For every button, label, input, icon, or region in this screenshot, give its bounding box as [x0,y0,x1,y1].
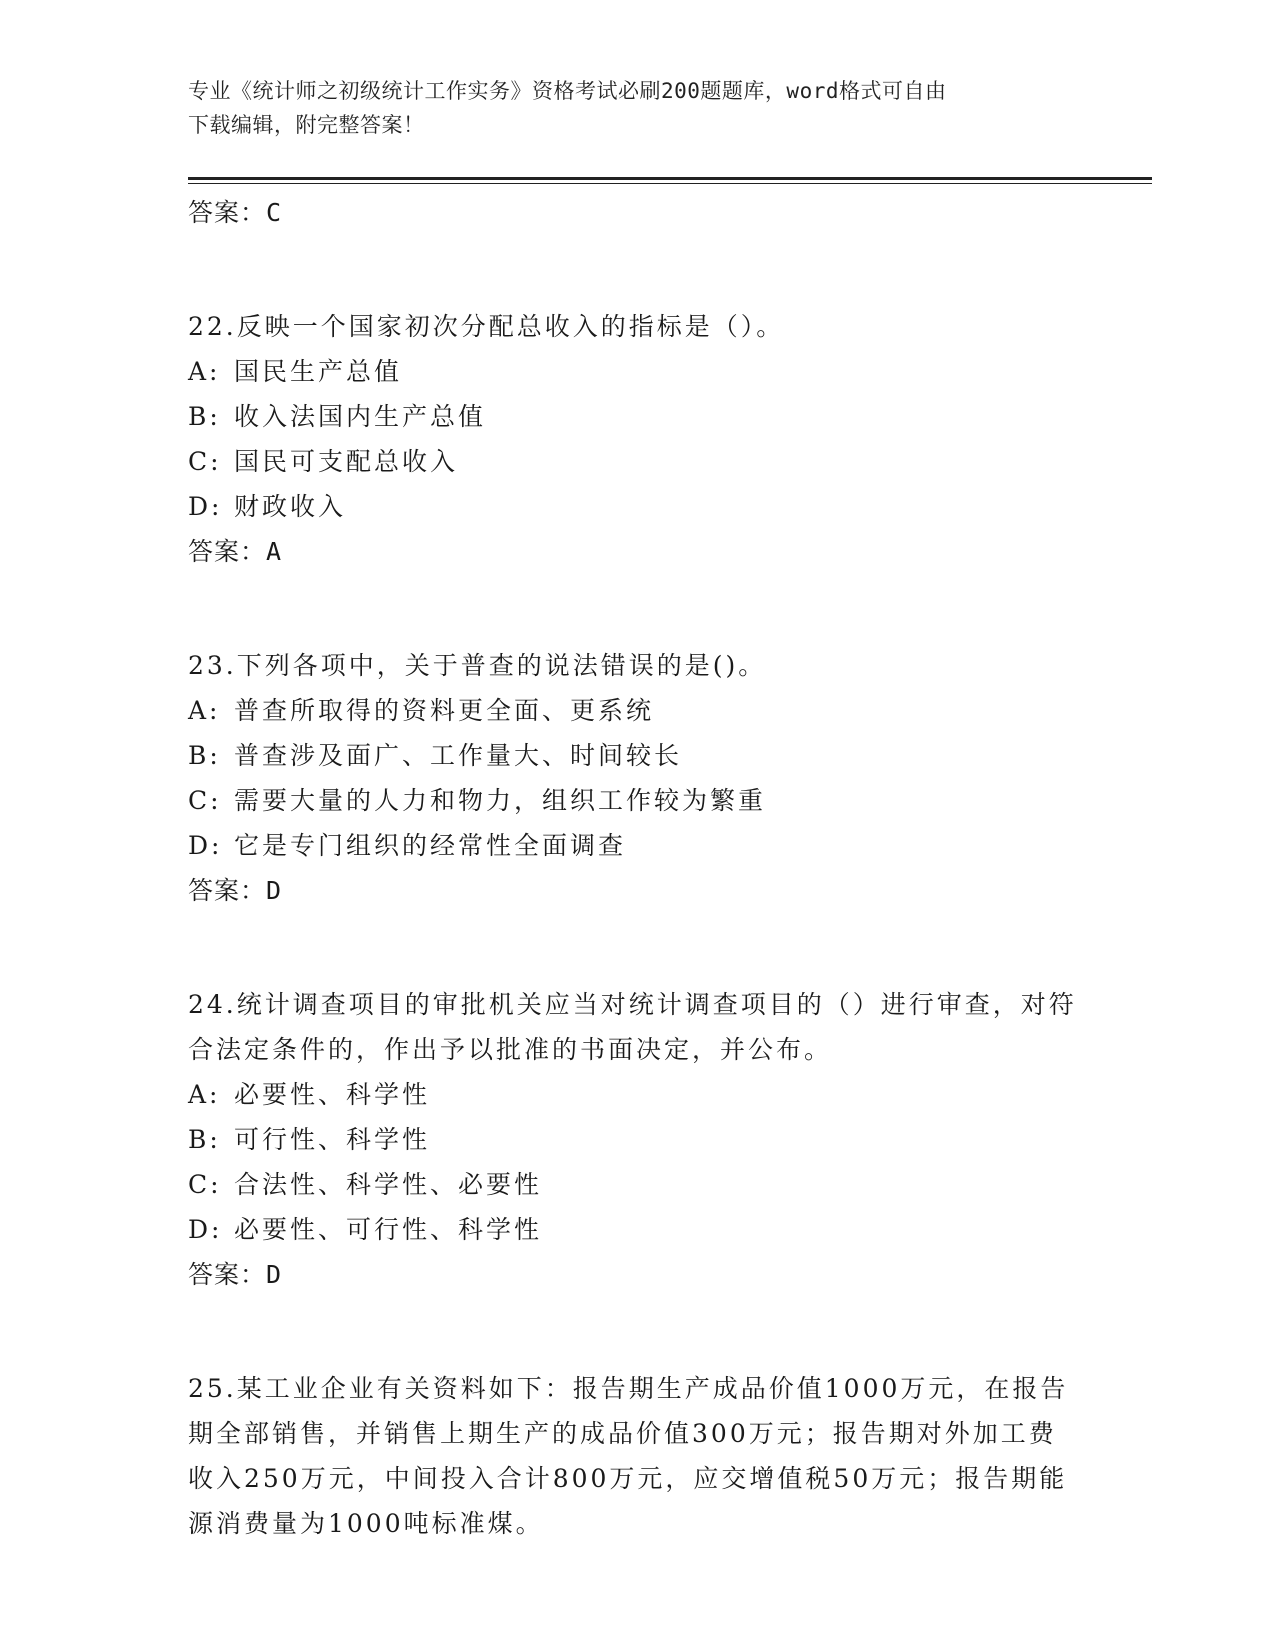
option-letter: D: [188,492,223,521]
option-text: 收入法国内生产总值 [234,402,487,431]
option-b [188,394,1078,439]
question-23 [188,643,1078,914]
answer-line [188,868,1078,914]
question-22 [188,304,1078,575]
option-letter: D: [188,831,223,860]
document-body [188,190,1078,1614]
answer-line [188,190,1078,236]
option-d [188,823,1078,868]
question-25 [188,1366,1078,1546]
option-letter: B: [188,402,221,431]
question-stem: 25.某工业企业有关资料如下：报告期生产成品价值1000万元，在报告期全部销售，并销售上期生产的成品价值300万元；报告期对外加工费收入250万元，中间投入合计800万元，应交增值税50万元；报告期能源消费量为1000吨标准煤。 [188,1374,1069,1538]
answer-value: C [266,198,283,227]
question-stem: 23.下列各项中，关于普查的说法错误的是()。 [188,651,767,680]
option-letter: C: [188,1170,222,1199]
option-text: 必要性、科学性 [234,1080,431,1109]
header-divider-thin [188,183,1152,184]
question-stem: 24.统计调查项目的审批机关应当对统计调查项目的（）进行审查，对符合法定条件的，作出予以批准的书面决定，并公布。 [188,990,1077,1064]
question-stem: 22.反映一个国家初次分配总收入的指标是（）。 [188,312,785,341]
option-letter: A: [188,1080,221,1109]
option-letter: C: [188,447,222,476]
header-line-2: 下载编辑，附完整答案！ [188,113,425,137]
option-letter: B: [188,1125,221,1154]
option-text: 它是专门组织的经常性全面调查 [234,831,627,860]
option-text: 可行性、科学性 [234,1125,431,1154]
header-divider-thick [188,177,1152,180]
answer-value: A [266,537,283,566]
option-letter: C: [188,786,222,815]
option-letter: D: [188,1215,223,1244]
option-letter: A: [188,357,221,386]
option-d [188,484,1078,529]
answer-label: 答案： [188,876,267,905]
option-a [188,688,1078,733]
option-letter: A: [188,696,221,725]
option-a [188,349,1078,394]
option-b [188,1117,1078,1162]
document-header [188,74,1068,142]
option-c [188,778,1078,823]
option-b [188,733,1078,778]
option-text: 国民可支配总收入 [234,447,459,476]
option-text: 必要性、可行性、科学性 [234,1215,543,1244]
answer-label: 答案： [188,537,267,566]
option-text: 财政收入 [234,492,347,521]
option-text: 普查所取得的资料更全面、更系统 [234,696,655,725]
option-text: 需要大量的人力和物力，组织工作较为繁重 [234,786,767,815]
option-a [188,1072,1078,1117]
option-d [188,1207,1078,1252]
option-letter: B: [188,741,221,770]
answer-line [188,529,1078,575]
answer-label: 答案： [188,198,267,227]
answer-line [188,1252,1078,1298]
question-24 [188,982,1078,1298]
answer-label: 答案： [188,1260,267,1289]
option-text: 普查涉及面广、工作量大、时间较长 [234,741,683,770]
option-text: 国民生产总值 [234,357,403,386]
header-line-1: 专业《统计师之初级统计工作实务》资格考试必刷200题题库，word格式可自由 [188,79,947,103]
answer-value: D [266,1260,283,1289]
option-text: 合法性、科学性、必要性 [234,1170,543,1199]
option-c [188,1162,1078,1207]
option-c [188,439,1078,484]
answer-value: D [266,876,283,905]
